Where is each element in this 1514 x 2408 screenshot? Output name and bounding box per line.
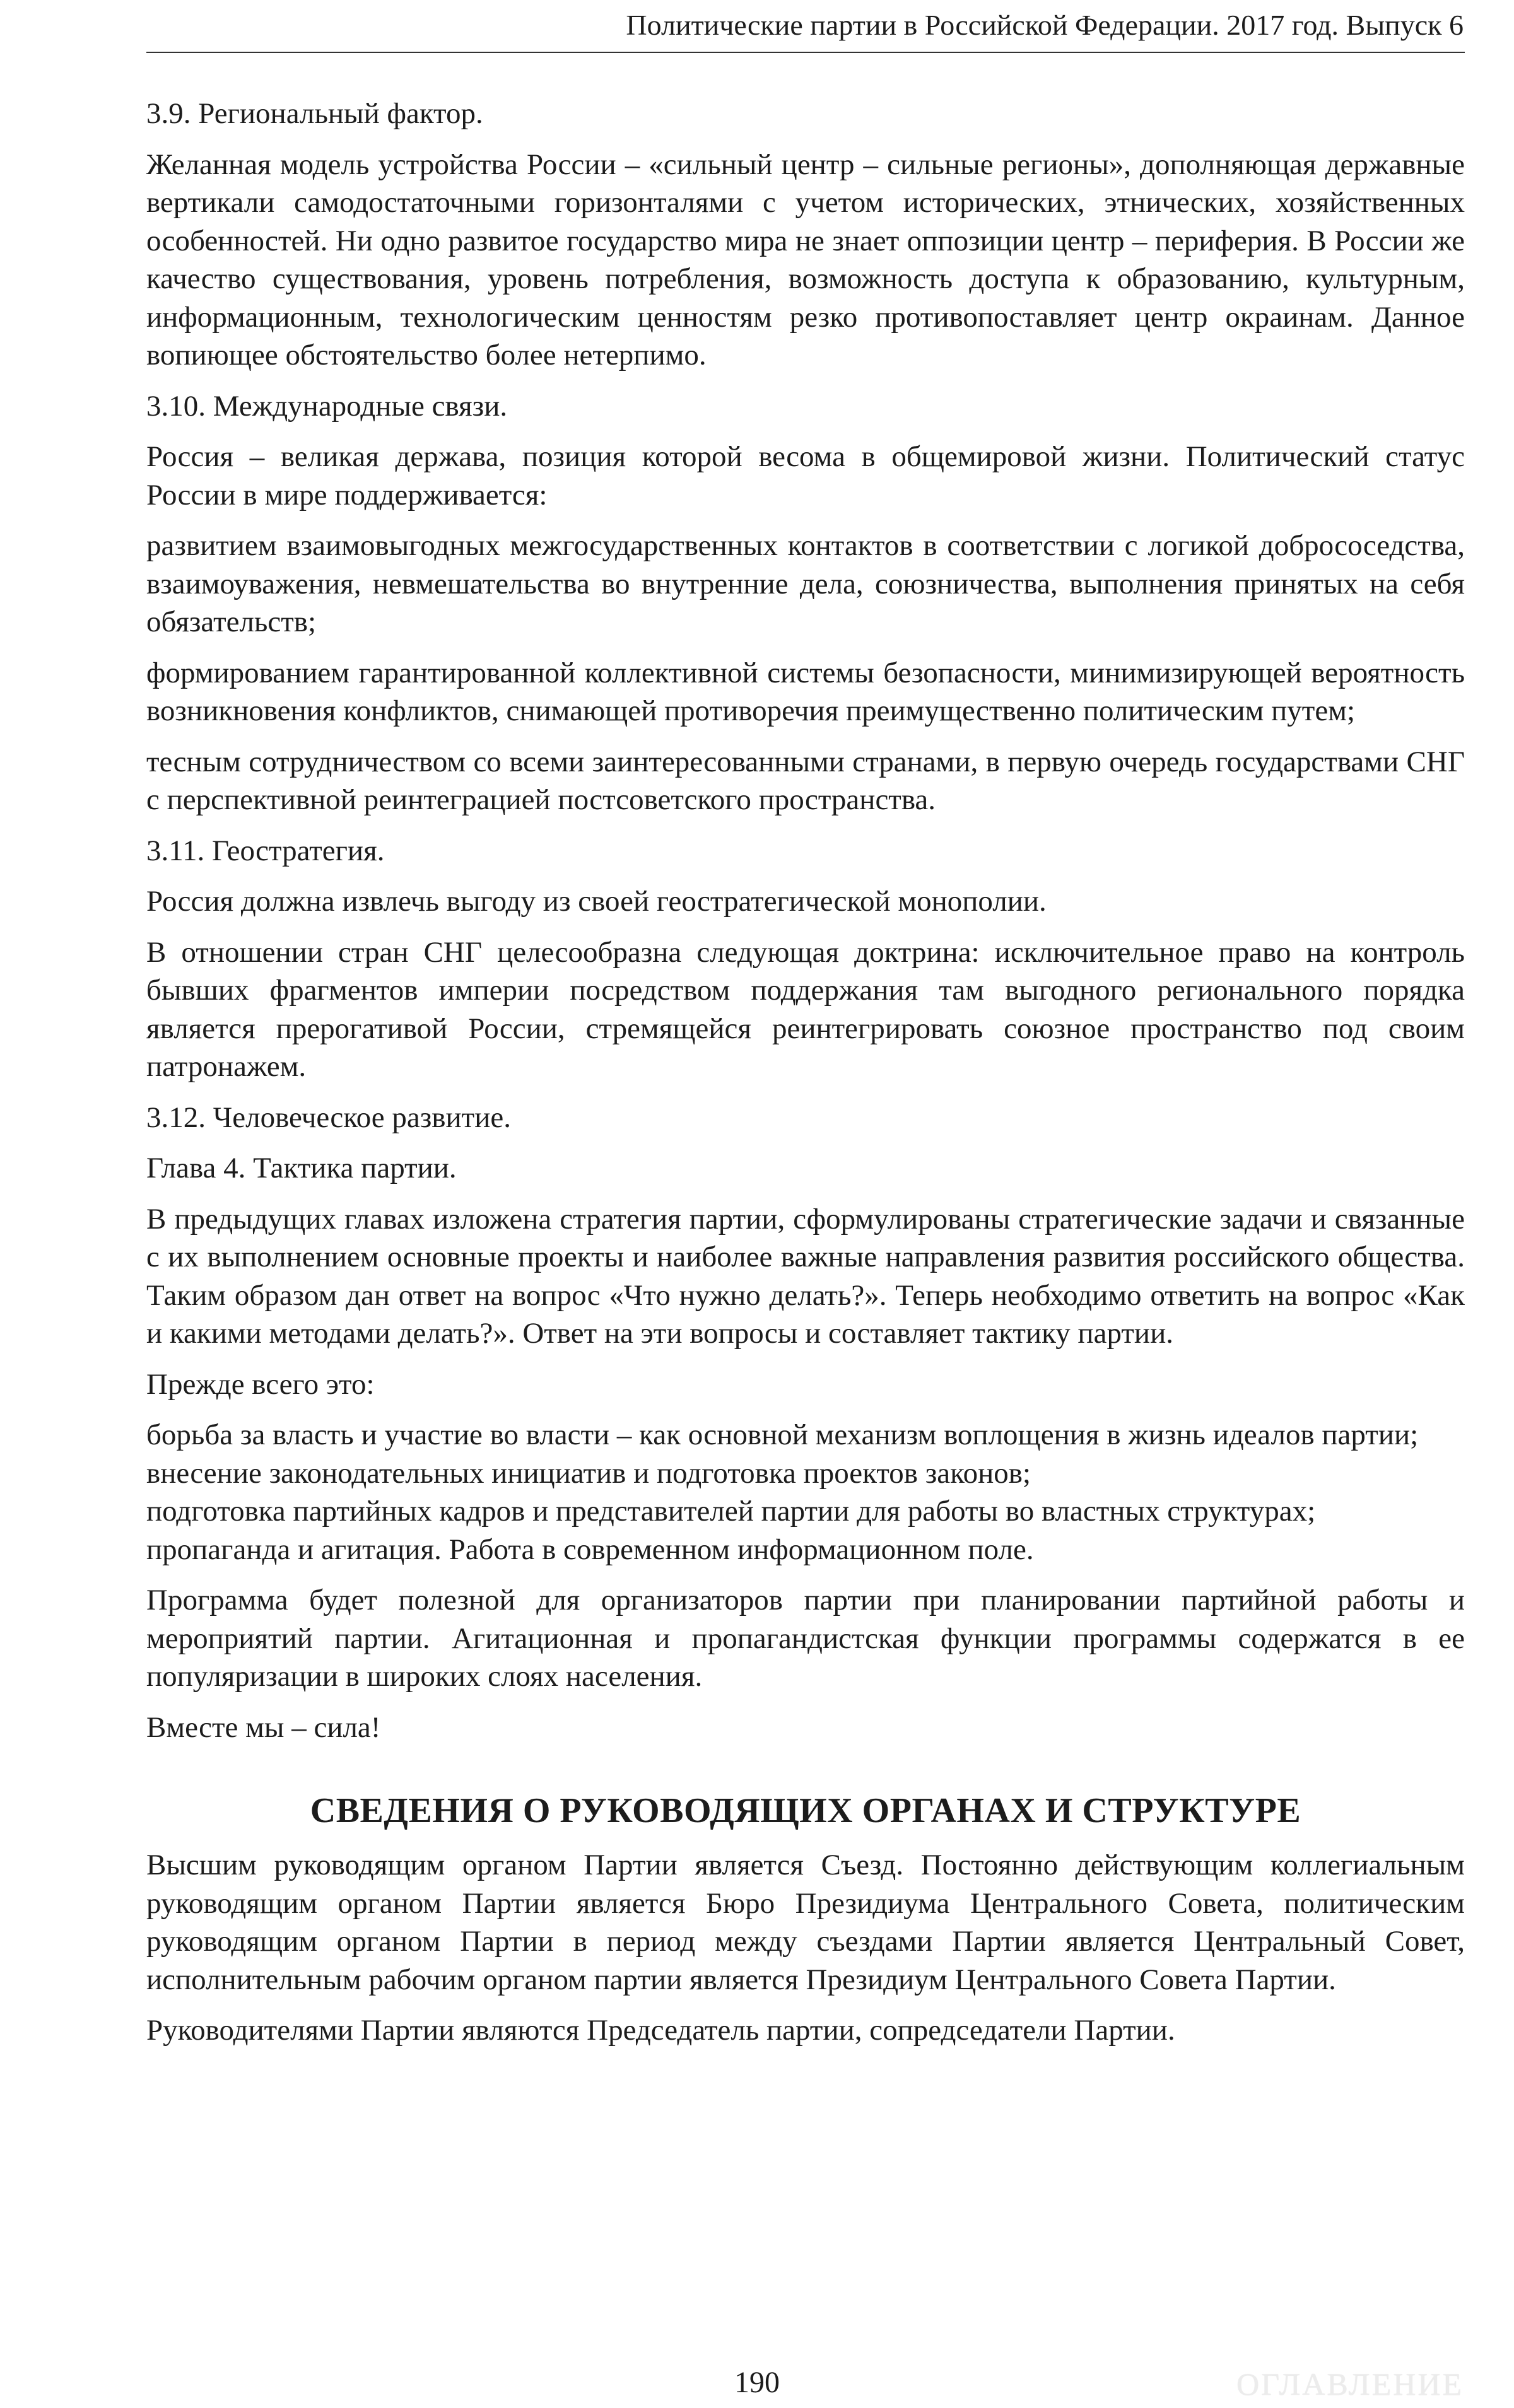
list-item: внесение законодательных инициатив и подготовка проектов законов; — [146, 1456, 1031, 1490]
list-paragraph: тесным сотрудничеством со всеми заинтересованными странами, в первую очередь государствами СНГ с перспективной реинтеграцией постсоветского пространства. — [146, 745, 1465, 816]
list-item: пропаганда и агитация. Работа в современном информационном поле. — [146, 1533, 1034, 1566]
list-item: подготовка партийных кадров и представителей партии для работы во властных структурах; — [146, 1495, 1316, 1528]
paragraph: Россия – великая держава, позиция которой весома в общемировой жизни. Политический статус России в мире поддерживается: — [146, 440, 1465, 511]
list-paragraph: формированием гарантированной коллективной системы безопасности, минимизирующей вероятность возникновения конфликтов, снимающей противоречия преимущественно политическим путем; — [146, 656, 1465, 727]
paragraph: В отношении стран СНГ целесообразна следующая доктрина: исключительное право на контроль бывших фрагментов империи посредством поддержания там выгодного регионального порядка является прерогативой России, стремящейся реинтегрировать союзное пространство под своим патронажем. — [146, 935, 1465, 1083]
subsection-heading-geostrategy: 3.11. Геостратегия. — [146, 834, 385, 867]
paragraph: В предыдущих главах изложена стратегия партии, сформулированы стратегические задачи и связанные с их выполнением основные проекты и наиболее важные направления развития российского общества. Таким образом дан ответ на вопрос «Что нужно делать?». Теперь необходимо ответить на вопрос «Как и какими методами делать?». Ответ на эти вопросы и составляет тактику партии. — [146, 1202, 1465, 1350]
subsection-heading-international: 3.10. Международные связи. — [146, 389, 508, 423]
list-paragraph: развитием взаимовыгодных межгосударственных контактов в соответствии с логикой добрососедства, взаимоуважения, невмешательства во внутренние дела, союзничества, выполнения принятых на себя обязательств; — [146, 529, 1465, 638]
section-heading: СВЕДЕНИЯ О РУКОВОДЯЩИХ ОРГАНАХ И СТРУКТУРЕ — [310, 1791, 1301, 1830]
running-header: Политические партии в Российской Федерации. 2017 год. Выпуск 6 — [626, 9, 1464, 41]
paragraph: Россия должна извлечь выгоду из своей геостратегической монополии. — [146, 885, 1047, 918]
paragraph: Руководителями Партии являются Председатель партии, сопредседатели Партии. — [146, 2014, 1175, 2047]
paragraph: Прежде всего это: — [146, 1367, 375, 1401]
table-of-contents-link[interactable]: ОГЛАВЛЕНИЕ — [1236, 2366, 1464, 2402]
closing-slogan: Вместе мы – сила! — [146, 1710, 381, 1744]
paragraph: Высшим руководящим органом Партии является Съезд. Постоянно действующим коллегиальным руководящим органом Партии является Бюро Президиума Центрального Совета, политическим руководящим органом Партии в период между съездами Партии является Центральный Совет, исполнительным рабочим органом партии является Президиум Центрального Совета Партии. — [146, 1849, 1465, 1996]
page-number: 190 — [734, 2366, 780, 2399]
page-body — [146, 95, 1465, 2062]
subsection-heading-human-development: 3.12. Человеческое развитие. — [146, 1101, 511, 1134]
header-divider — [146, 52, 1465, 53]
list-item: борьба за власть и участие во власти – как основной механизм воплощения в жизнь идеалов партии; — [146, 1418, 1419, 1451]
subsection-heading-regional: 3.9. Региональный фактор. — [146, 97, 483, 130]
paragraph: Желанная модель устройства России – «сильный центр – сильные регионы», дополняющая державные вертикали самодостаточными горизонталями с учетом исторических, этнических, хозяйственных особенностей. Ни одно развитое государство мира не знает оппозиции центр – периферия. В России же качество существования, уровень потребления, возможность доступа к образованию, культурным, информационным, технологическим ценностям резко противопоставляет центр окраинам. Данное вопиющее обстоятельство более нетерпимо. — [146, 148, 1465, 371]
chapter-heading: Глава 4. Тактика партии. — [146, 1152, 457, 1184]
paragraph: Программа будет полезной для организаторов партии при планировании партийной работы и мероприятий партии. Агитационная и пропагандистская функции программы содержатся в ее популяризации в широких слоях населения. — [146, 1584, 1465, 1693]
